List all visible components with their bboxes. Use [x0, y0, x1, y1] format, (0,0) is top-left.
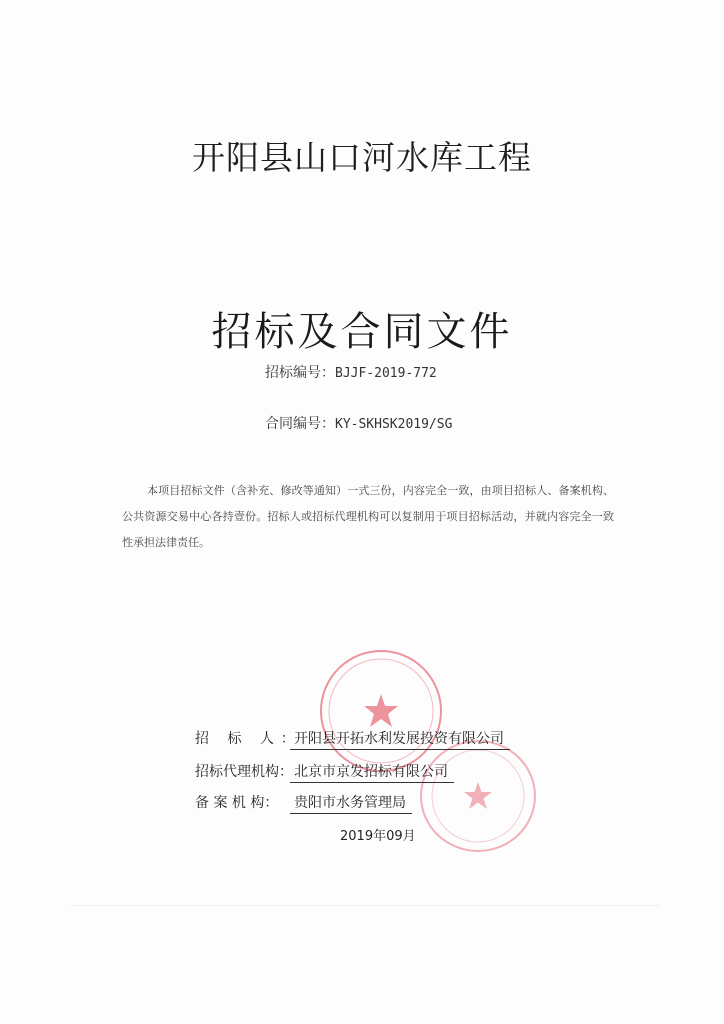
record-value: 贵阳市水务管理局: [290, 792, 412, 814]
bidder-row: [195, 728, 510, 750]
record-row: [195, 792, 412, 814]
bidder-seal-star-icon: [322, 652, 440, 770]
bid-code-value: BJJF-2019-772: [335, 366, 437, 381]
project-title: 开阳县山口河水库工程: [192, 138, 532, 177]
agent-row: [195, 761, 454, 783]
bidder-label: 招 标 人：: [195, 731, 302, 747]
bid-code-line: [265, 362, 437, 382]
bid-code-label: 招标编号：: [265, 365, 335, 381]
record-label: 备 案 机 构：: [195, 795, 279, 811]
contract-code-value: KY-SKHSK2019/SG: [335, 417, 453, 432]
agent-seal: [420, 740, 536, 852]
agent-label: 招标代理机构：: [195, 764, 293, 780]
scan-edge-divider: [70, 905, 660, 918]
contract-code-label: 合同编号：: [265, 416, 335, 432]
agent-seal-star-icon: [422, 742, 534, 850]
document-title: 招标及合同文件: [211, 309, 513, 355]
statement-paragraph: 本项目招标文件（含补充、修改等通知）一式三份，内容完全一致，由项目招标人、备案机构、公共资源交易中心各持壹份。招标人或招标代理机构可以复制用于项目招标活动，并就内容完全一致性承担法律责任。: [122, 484, 614, 549]
contract-code-line: [265, 413, 452, 433]
document-date: 2019年09月: [340, 829, 416, 844]
bidder-seal: [320, 650, 442, 772]
bidder-value: 开阳县开拓水利发展投资有限公司: [290, 728, 510, 750]
agent-value: 北京市京发招标有限公司: [290, 761, 454, 783]
